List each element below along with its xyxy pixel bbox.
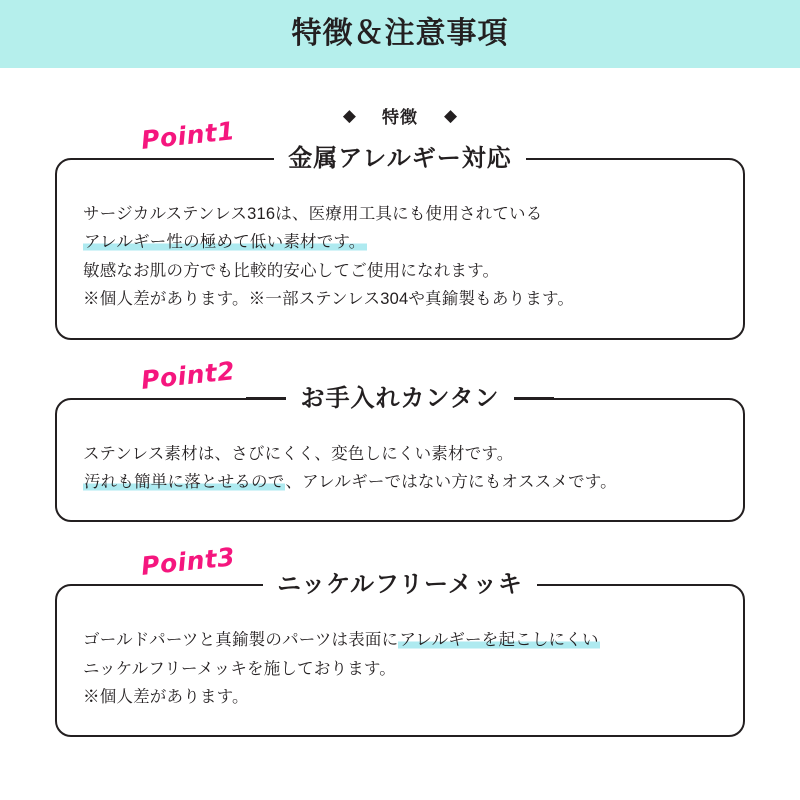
point-block-2 <box>55 355 745 523</box>
point-card-1 <box>55 145 745 340</box>
body-line <box>83 257 717 285</box>
point-block-3 <box>55 542 745 737</box>
point-card-3 <box>55 571 745 737</box>
point-badge-3: Point3 <box>139 542 237 582</box>
point-card-body-3 <box>83 626 717 711</box>
title-rule-left <box>234 158 274 160</box>
header-banner <box>0 0 800 68</box>
body-line <box>83 200 717 228</box>
title-rule-right <box>537 584 577 586</box>
point-card-title-1: 金属アレルギー対応 <box>274 143 525 174</box>
body-line <box>83 468 717 496</box>
point-badge-1: Point1 <box>139 116 237 155</box>
body-text: ※個人差があります。 <box>83 688 249 706</box>
section-heading-label: 特徴 <box>382 108 418 127</box>
highlighted-text: アレルギーを起こしにくい <box>399 631 599 650</box>
body-text: ステンレス素材は、さびにくく、変色しにくい素材です。 <box>83 444 514 463</box>
highlighted-text: アレルギー性の極めて低い素材です。 <box>84 233 366 252</box>
point-card-body-1 <box>83 200 717 314</box>
highlighted-text: 汚れも簡単に落とせるので <box>84 472 285 491</box>
point-badge-2: Point2 <box>139 355 237 395</box>
body-line <box>83 440 717 468</box>
body-line <box>83 626 717 654</box>
diamond-right-icon: ◆ <box>444 106 458 125</box>
section-heading <box>0 103 800 128</box>
body-line <box>83 655 717 683</box>
page-title: 特徴＆注意事項 <box>291 17 509 50</box>
body-text: ニッケルフリーメッキを施しております。 <box>83 659 397 678</box>
point-card-title-2: お手入れカンタン <box>286 383 513 414</box>
diamond-left-icon: ◆ <box>342 106 356 125</box>
point-card-title-3: ニッケルフリーメッキ <box>263 569 537 600</box>
body-text: ※個人差があります。※一部ステンレス304や真鍮製もあります。 <box>83 290 575 309</box>
body-line <box>83 228 717 256</box>
title-rule-right <box>526 158 566 160</box>
body-line <box>83 285 717 313</box>
body-line <box>83 683 717 711</box>
title-rule-left <box>223 584 263 586</box>
body-text: ゴールドパーツと真鍮製のパーツは表面に <box>83 631 399 650</box>
body-text: 敏感なお肌の方でも比較的安心してご使用になれます。 <box>83 261 500 280</box>
point-card-body-2 <box>83 440 717 497</box>
title-rule-left <box>246 397 286 399</box>
body-text: サージカルステンレス316は、医療用工具にも使用されている <box>83 205 543 223</box>
point-card-2 <box>55 384 745 523</box>
title-rule-right <box>514 397 554 399</box>
body-text: 、アレルギーではない方にもオススメです。 <box>285 472 617 491</box>
